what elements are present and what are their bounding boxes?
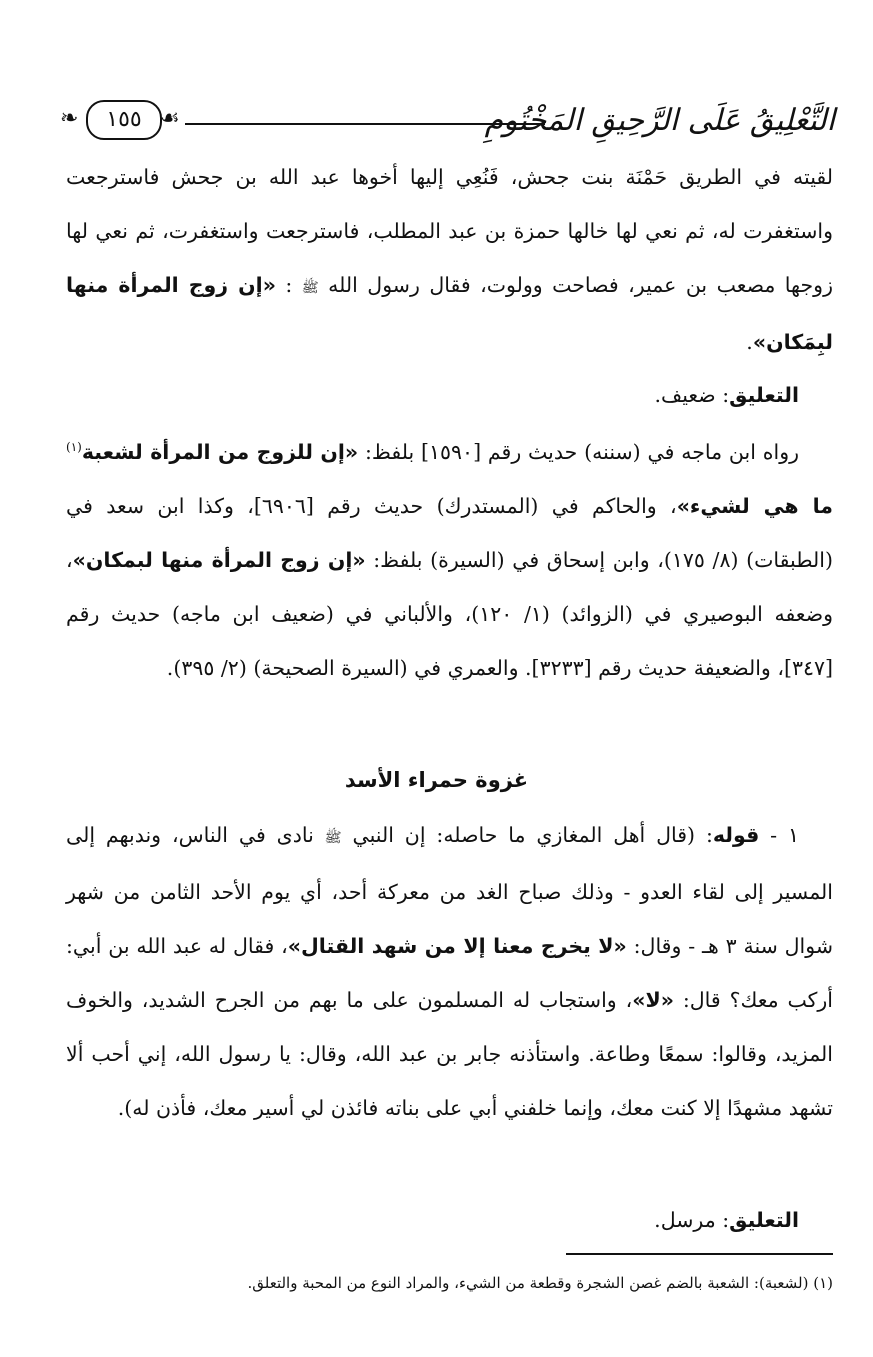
comment-text: : مرسل. xyxy=(654,1208,730,1232)
hadith-quote-1b: ما هي لشيء» xyxy=(676,494,833,518)
paragraph-comment-1 xyxy=(66,368,833,422)
takhrij-text-1: رواه ابن ماجه في (سننه) حديث رقم [١٥٩٠] بلفظ: xyxy=(358,440,799,464)
ornament-left-icon: ❧ xyxy=(60,106,79,131)
header-rule xyxy=(185,123,545,125)
footnote: (١) (لشعبة): الشعبة بالضم غصن الشجرة وقطعة من الشيء، والمراد النوع من المحبة والتعلق. xyxy=(247,1274,833,1292)
paragraph-quote-1 xyxy=(66,808,833,1135)
salutation-icon: ﷺ xyxy=(324,830,342,846)
hadith-quote-3: «لا يخرج معنا إلا من شهد القتال» xyxy=(287,934,627,958)
comment-label: التعليق xyxy=(729,383,799,407)
item-number: ١ - xyxy=(759,823,799,847)
quote-text-3: ، فقال له عبد الله بن أبي: أركب معك؟ قال: xyxy=(66,934,833,1012)
page-number-badge xyxy=(60,100,188,142)
quote-text-4: ، واستجاب له المسلمون على ما بهم من الجرح الشديد، والخوف المزيد، وقالوا: سمعًا وطاعة. واستأذنه جابر بن عبد الله، وقال: يا رسول الله، إني أحب ألا تشهد مشهدًا إلا كنت معك، وإنما خلفني أبي على بناته فائذن لي أسير معك، فأذن له). xyxy=(66,988,833,1120)
hadith-quote-1: «إن للزوج من المرأة لشعبة xyxy=(81,440,359,464)
paragraph-takhrij xyxy=(66,425,833,695)
footnote-mark[interactable]: (١) xyxy=(66,440,82,455)
colon: : xyxy=(275,273,302,297)
salutation-icon: ﷺ xyxy=(301,280,319,296)
page-header xyxy=(60,96,835,146)
takhrij-text-2: ، والحاكم في (المستدرك) حديث رقم [٦٩٠٦]، وكذا ابن سعد في (الطبقات) (٨/ ١٧٥)، وابن إسحاق في (السيرة) بلفظ: xyxy=(66,494,833,572)
section-heading: غزوة حمراء الأسد xyxy=(344,768,529,792)
footnote-separator xyxy=(566,1253,833,1255)
comment-label: التعليق xyxy=(729,1208,799,1232)
hadith-quote-2: «إن زوج المرأة منها لبمكان» xyxy=(72,548,366,572)
running-title: التَّعْلِيقُ عَلَى الرَّحِيقِ المَخْتُومِ xyxy=(484,103,835,138)
quote-label: قوله xyxy=(712,823,760,847)
page-number: ١٥٥ xyxy=(86,100,162,140)
paragraph-narration xyxy=(66,150,833,369)
hadith-quote-4: «لا» xyxy=(632,988,674,1012)
quote-text-1: : (قال أهل المغازي ما حاصله: إن النبي xyxy=(341,823,713,847)
paragraph-comment-2 xyxy=(66,1193,833,1247)
period: . xyxy=(746,330,753,354)
comment-text: : ضعيف. xyxy=(654,383,730,407)
narration-text: لقيته في الطريق حَمْنَة بنت جحش، فَنُعِي إليها أخوها عبد الله بن جحش فاسترجعت واستغفرت له، ثم نعي لها خالها حمزة بن عبد المطلب، فاسترجعت واستغفرت، ثم نعي لها زوجها مصعب بن عمير، فصاحت وولوت، فقال رسول الله xyxy=(66,165,833,297)
quote-text-2: نادى في الناس، وندبهم إلى المسير إلى لقاء العدو - وذلك صباح الغد من معركة أحد، أي يوم الأحد الثامن من شهر شوال سنة ٣ هـ - وقال: xyxy=(66,823,834,958)
hadith-quote: «إن زوج المرأة منها لبِمَكان» xyxy=(66,273,833,354)
ornament-right-icon: ☙ xyxy=(160,106,180,131)
takhrij-text-3: ، وضعفه البوصيري في (الزوائد) (١/ ١٢٠)، والألباني في (ضعيف ابن ماجه) حديث رقم [٣٤٧]، والضعيفة حديث رقم [٣٢٣٣]. والعمري في (السيرة الصحيحة) (٢/ ٣٩٥). xyxy=(66,548,834,680)
